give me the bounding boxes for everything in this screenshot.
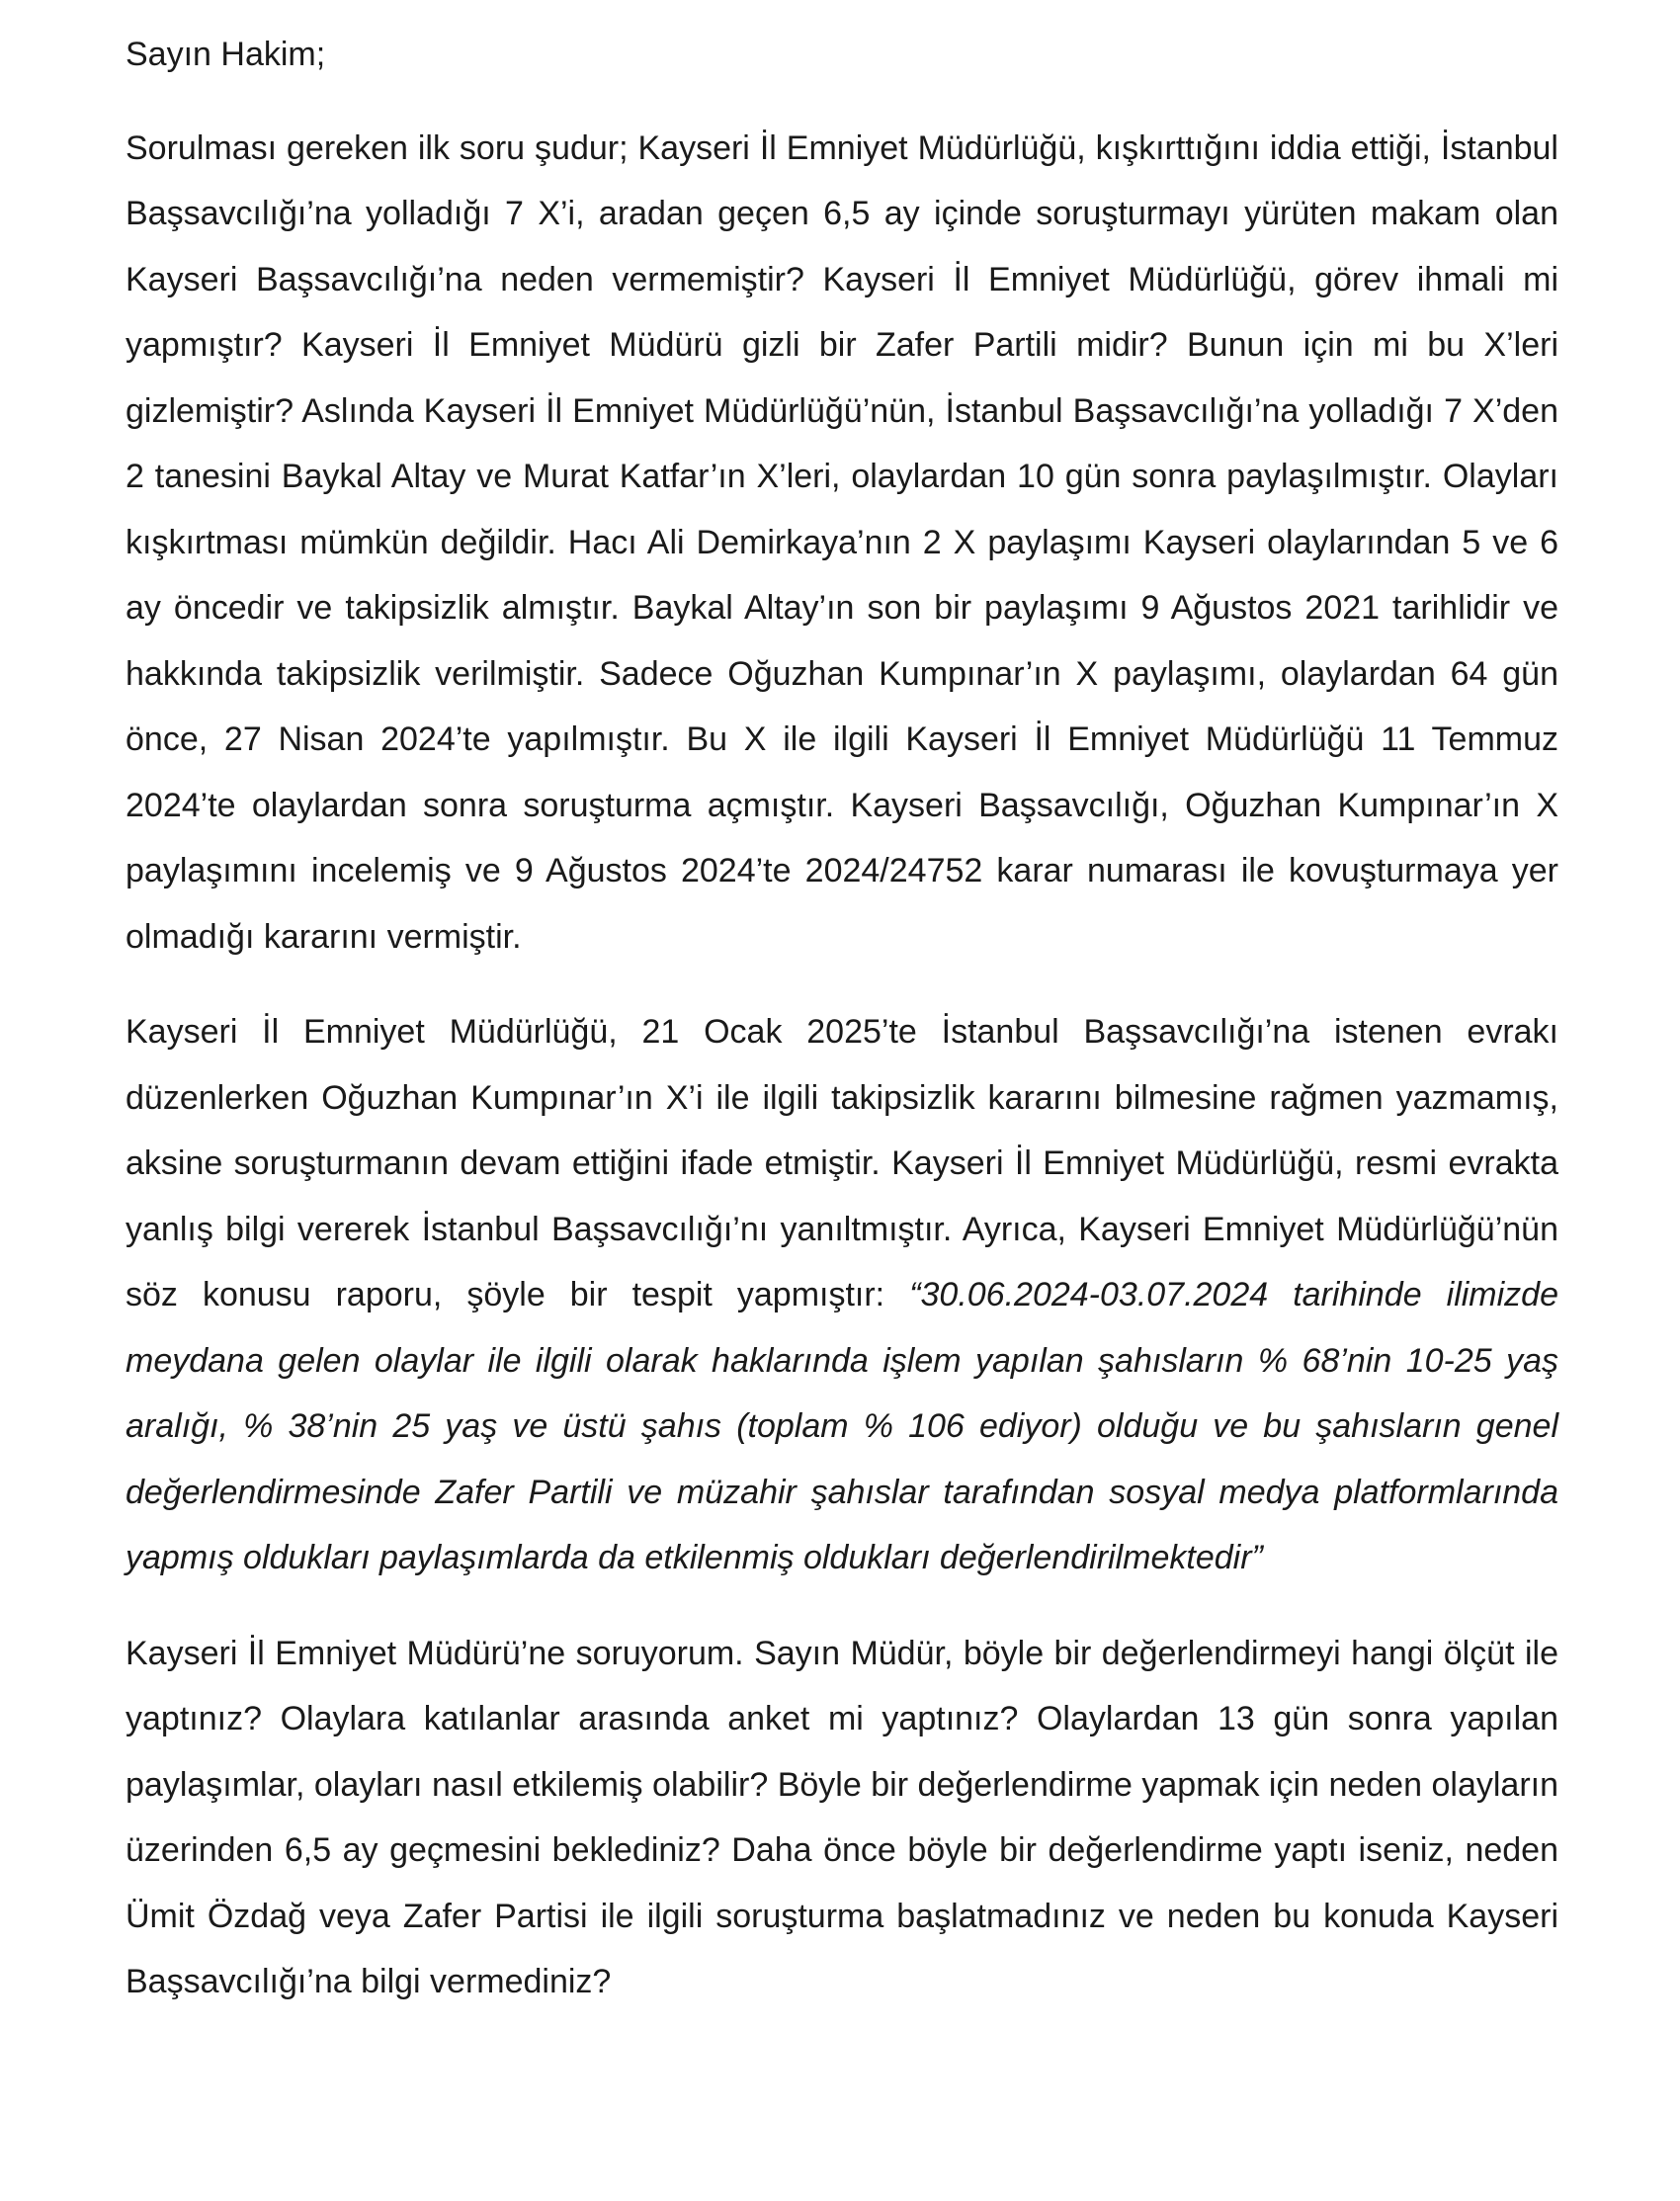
- paragraph-2-quote: “30.06.2024-03.07.2024 tarihinde ilimizde meydana gelen olaylar ile ilgili olarak haklarında işlem yapılan şahısların % 68’nin 10-25 yaş aralığı, % 38’nin 25 yaş ve üstü şahıs (toplam % 106 ediyor) olduğu ve bu şahısların genel değerlendirmesinde Zafer Partili ve müzahir şahıslar tarafından sosyal medya platformlarında yapmış oldukları paylaşımlarda da etkilenmiş oldukları değerlendirilmektedir”: [126, 1276, 1559, 1576]
- paragraph-3: Kayseri İl Emniyet Müdürü’ne soruyorum. Sayın Müdür, böyle bir değerlendirmeyi hangi ölçüt ile yaptınız? Olaylara katılanlar arasında anket mi yaptınız? Olaylardan 13 gün sonra yapılan paylaşımlar, olayları nasıl etkilemiş olabilir? Böyle bir değerlendirme yapmak için neden olayların üzerinden 6,5 ay geçmesini beklediniz? Daha önce böyle bir değerlendirme yaptı iseniz, neden Ümit Özdağ veya Zafer Partisi ile ilgili soruşturma başlatmadınız ve neden bu konuda Kayseri Başsavcılığı’na bilgi vermediniz?: [126, 1634, 1558, 2000]
- paragraph-2-text: Kayseri İl Emniyet Müdürlüğü, 21 Ocak 2025’te İstanbul Başsavcılığı’na istenen evrakı düzenlerken Oğuzhan Kumpınar’ın X’i ile ilgili takipsizlik kararını bilmesine rağmen yazmamış, aksine soruşturmanın devam ettiğini ifade etmiştir. Kayseri İl Emniyet Müdürlüğü, resmi evrakta yanlış bilgi vererek İstanbul Başsavcılığı’nı yanıltmıştır. Ayrıca, Kayseri Emniyet Müdürlüğü’nün söz konusu raporu, şöyle bir tespit yapmıştır:: [126, 1013, 1558, 1313]
- salutation: Sayın Hakim;: [126, 36, 326, 73]
- paragraph-2: [126, 999, 1558, 1591]
- paragraph-1: Sorulması gereken ilk soru şudur; Kayseri İl Emniyet Müdürlüğü, kışkırttığını iddia ettiği, İstanbul Başsavcılığı’na yolladığı 7 X’i, aradan geçen 6,5 ay içinde soruşturmayı yürüten makam olan Kayseri Başsavcılığı’na neden vermemiştir? Kayseri İl Emniyet Müdürlüğü, görev ihmali mi yapmıştır? Kayseri İl Emniyet Müdürü gizli bir Zafer Partili midir? Bunun için mi bu X’leri gizlemiştir? Aslında Kayseri İl Emniyet Müdürlüğü’nün, İstanbul Başsavcılığı’na yolladığı 7 X’den 2 tanesini Baykal Altay ve Murat Katfar’ın X’leri, olaylardan 10 gün sonra paylaşılmıştır. Olayları kışkırtması mümkün değildir. Hacı Ali Demirkaya’nın 2 X paylaşımı Kayseri olaylarından 5 ve 6 ay öncedir ve takipsizlik almıştır. Baykal Altay’ın son bir paylaşımı 9 Ağustos 2021 tarihlidir ve hakkında takipsizlik verilmiştir. Sadece Oğuzhan Kumpınar’ın X paylaşımı, olaylardan 64 gün önce, 27 Nisan 2024’te yapılmıştır. Bu X ile ilgili Kayseri İl Emniyet Müdürlüğü 11 Temmuz 2024’te olaylardan sonra soruşturma açmıştır. Kayseri Başsavcılığı, Oğuzhan Kumpınar’ın X paylaşımını incelemiş ve 9 Ağustos 2024’te 2024/24752 karar numarası ile kovuşturmaya yer olmadığı kararını vermiştir.: [126, 128, 1558, 956]
- document-page: [126, 22, 1558, 2045]
